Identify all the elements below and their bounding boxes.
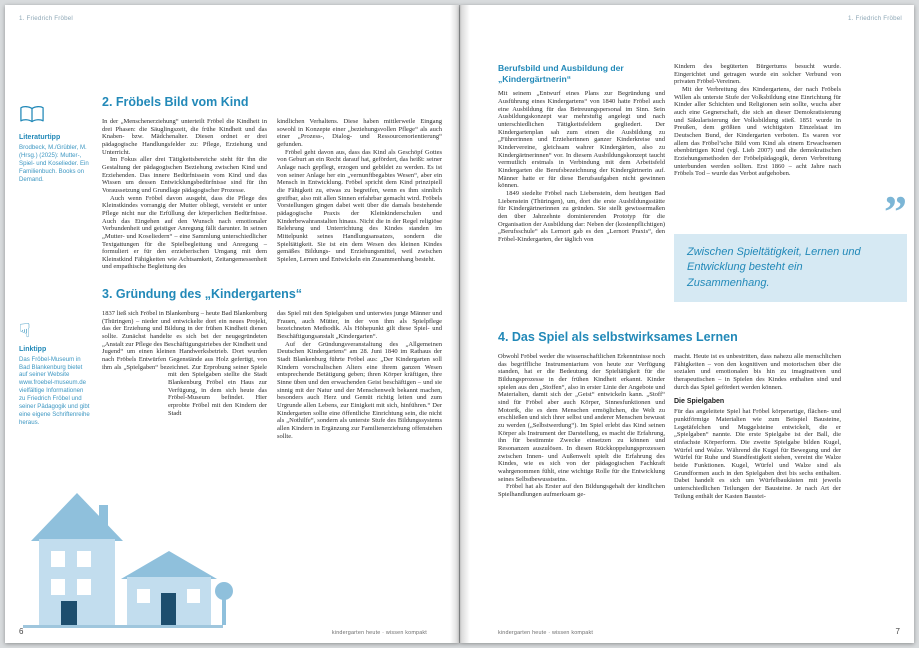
paragraph: das Spiel mit den Spielgaben und unterwies junge Männer und Frauen, auch Mütter, in der von ihm als Spielpflege bezeichneten Methodik. Als Höhepunkt gilt diese Spiel- und Beschäftigungsanstalt „Kindergarten“.	[277, 310, 442, 341]
paragraph: Auch wenn Fröbel davon ausgeht, dass die Pflege des Kleinstkindes vorrangig der Mutter obliegt, versteht er unter Pflege nicht nur die Erfüllung der körperlichen Bedürfnisse. Auch das Eingehen auf den Wunsch nach emotionaler Verbundenheit und geistiger Anregung fällt darunter. In seinen „Mutter- und Koseliedern“ – eine Sammlung unterschiedlicher Textgattungen für die Spielbegleitung und Anregung – formuliert er für den erzieherischen Umgang mit dem Kleinstkind Fähigkeiten wie Achtsamkeit, Zeitangemessenheit und empathische Begleitung des	[102, 194, 267, 271]
imprint: kindergarten heute · wissen kompakt	[498, 630, 594, 636]
section-2-col1	[102, 118, 267, 271]
section-4	[498, 330, 907, 500]
right-page-body	[498, 63, 907, 500]
paragraph: Obwohl Fröbel weder die wissenschaftlichen Erkenntnisse noch das begriffliche Instrumentarium von heute zur Verfügung standen, hat er die Bedeutung der Spieltätigkeit für die Bildungsprozesse in der frühen Kindheit erkannt. Kinder spielen aus den „Stoffen“, also in erster Linie der Angebote und Materialien, damit sich der „Geist“ entwickeln kann. „Stoff“ sind für Fröbel aber auch Körper, Sinnesfunktionen und Motorik, die es dem Menschen ermöglichen, die Welt zu erschließen und sich ihrer selbst und anderer Menschen bewusst zu werden („Selbstwerdung“). Im Spiel erlebt das Kind seinen Körper als Instrument der Darstellung, es macht die Erfahrung, ihn für bestimmte Zwecke einsetzen zu können und Resonanzen auszulösen. In diesen Rückkoppelungsprozessen zwischen Innen- und Außenwelt spielt die Erfahrung des Kindes, wie es sich von der pädagogischen Fachkraft wahrgenommen fühlt, eine wichtige Rolle für die Entwicklung seines Selbstbewusstseins.	[498, 353, 665, 483]
section-berufsbild	[498, 63, 907, 302]
paragraph: kindlichen Verhaltens. Diese haben mittlerweile Eingang sowohl in Konzepte einer „beziehungsvollen Pflege“ als auch einer „Prozess-, Dialog- und Ressourcenorientierung“ gefunden.	[277, 118, 442, 148]
section-4-col2	[674, 353, 841, 500]
berufsbild-col1	[498, 63, 665, 302]
running-head-right: 1. Friedrich Fröbel	[847, 15, 902, 22]
section-2-columns	[102, 118, 442, 271]
pointing-hand-icon: ☟	[19, 320, 31, 342]
literaturtipp-block	[19, 105, 91, 184]
paragraph: Auf der Gründungsveranstaltung des „Allgemeinen Deutschen Kindergartens“ am 28. Juni 1840 im Rathaus der Stadt Blankenburg führte Fröbel aus: „Der Kindergarten soll Kindern vorschulischen Alters eine ihrem ganzen Wesen entsprechende Betätigung geben; ihren Körper kräftigen, ihre Sinne üben und den erwachenden Geist beschäftigen – und sie sinnig mit der Natur und der Menschenwelt bekannt machen, besonders auch Herz und Gemüt richtig leiten und zum Urgrunde allen Lebens, zur Einigkeit mit sich, hinführen.“ Der Kindergarten sollte eine öffentliche Einrichtung sein, die nicht als „Nothilfe“, sondern als unterste Stufe des Bildungssystems allen Kindern in Ergänzung zur Familienerziehung offenstehen sollte.	[277, 340, 442, 440]
section-4-columns	[498, 353, 907, 500]
paragraph: In der „Menschenerziehung“ unterteilt Fröbel die Kindheit in drei Phasen: die Säuglingszeit, die frühe Kindheit und das Knaben- bzw. Mädchenalter. Diesen ordnet er drei pädagogische Handlungsfelder zu: Pflege, Erziehung und Unterricht.	[102, 118, 267, 156]
page-left	[5, 5, 459, 643]
running-head-left: 1. Friedrich Fröbel	[19, 15, 74, 22]
page-number: 7	[895, 627, 900, 636]
spielgaben-subheading: Die Spielgaben	[674, 398, 725, 406]
berufsbild-col2	[674, 63, 907, 302]
section-3-col2	[277, 310, 442, 511]
imprint: kindergarten heute · wissen kompakt	[331, 630, 427, 636]
pull-quote: Zwischen Spieltätigkeit, Lernen und Entwicklung besteht ein Zusammenhang.	[674, 234, 907, 302]
section-2	[102, 95, 442, 271]
paragraph: Kindern des begüterten Bürgertums besucht wurde. Eingerichtet und getragen wurde ein solcher Verbund von privaten Fröbel-Vereinen.	[674, 63, 841, 86]
paragraph: macht. Heute ist es unbestritten, dass nahezu alle menschlichen Fähigkeiten – von den kognitiven und motorischen über die sozialen und emotionalen bis hin zu imaginativen und therapeutischen – in Spielen des Kindes enthalten sind und durch das Spiel gefördert werden können.	[674, 353, 841, 391]
page-right	[460, 5, 914, 643]
paragraph: Mit seinem „Entwurf eines Plans zur Begründung und Ausführung eines Kindergartens“ von 1840 hatte Fröbel auch eine Ausbildung für das Betreuungspersonal im Sinn. Sein Ausbildungskonzept war mehrstufig angelegt und nach unterschiedlichen Tätigkeitsfeldern gegliedert. Der Kindergartenplan sah zum einen die Ausbildung zu „Führerinnen und Erzieherinnen ganzer Kinderkreise und Kindervereine, gleichsam wahrer Kindergärten, also zu Kindergärtnerinnen“ vor. In diesem Ausbildungskonzept taucht vermutlich erstmals in Verbindung mit dem Arbeitsfeld Kindergarten die Berufsbezeichnung der Kindergärtnerin auf. Männer hatte er für diese Berufsaufgaben nicht gewinnen können.	[498, 90, 665, 190]
right-page-footer	[474, 627, 900, 636]
section-3-columns	[102, 310, 442, 511]
section-3-col1	[102, 310, 267, 511]
paragraph: Im Fokus aller drei Tätigkeitsbereiche steht für ihn die Gestaltung der pädagogischen Beziehung zwischen Kind und Erziehenden. Das innere Bedürfnissein vom Kind und das Wissen um dessen Entwicklungsbedürfnisse sind für ihn Voraussetzung und Grundlage pädagogischer Prozesse.	[102, 156, 267, 194]
linktipp-label: Linktipp	[19, 345, 47, 353]
section-3	[102, 287, 442, 511]
paragraph: Für das angeleitete Spiel hat Fröbel körperartige, flächen- und punktförmige Materialien wie zum Beispiel Bausteine, Legetäfelchen und Muggelsteine entwickelt, die er „Spielgaben“ nannte. Die erste Spielgabe ist der Ball, die einfachste Körperform. Die zweite Spielgabe bilden Kugel, Würfel und Walze. Während die Kugel für Bewegung und der Würfel für Ruhe und Standfestigkeit stehen, vereint die Walze beide Funktionen. Kugel, Würfel und Walze sind als Grundformen auch in den Spielgaben drei bis sechs enthalten. Dabei handelt es sich um Würfelbaukästen mit jeweils unterschiedlichen Teilungen der Bausteine. Je nach Art der Teilung enthält der Kasten Baustei-	[674, 408, 841, 500]
section-2-heading: 2. Fröbels Bild vom Kind	[102, 95, 249, 109]
left-page-main	[102, 95, 442, 511]
paragraph: Mit der Verbreitung des Kindergartens, der nach Fröbels Willen als unterste Stufe der Volksbildung eine Einrichtung für Kinder aller Schichten und Religionen sein sollte, wuchs aber auch eine Gegnerschaft, die sich an dieser Demokratisierung und Säkularisierung der Volksbildung stieß. 1851 wurde in Preußen, dem größten und wichtigsten Einzelstaat im Deutschen Bund, der Kindergarten verboten. Es waren vor allem das Fröbel’sche Bild vom Kind als einem Erwachsenen ebenbürtigen Kind (vgl. Lieb 2007) und die demokratischen Erziehungsmethoden der Fröbelpädagogik, deren Verbreitung unterbunden werden sollten. Erst 1860 – acht Jahre nach Fröbels Tod – wurde das Verbot aufgehoben.	[674, 85, 841, 178]
left-page-footer	[19, 627, 445, 636]
section-2-col2	[277, 118, 442, 271]
paragraph	[102, 310, 267, 417]
literaturtipp-text: Brodbeck, M./Grübler, M. (Hrsg.) (2025): Mutter-, Spiel- und Koselieder. Ein Familienbuch. Books on Demand.	[19, 144, 89, 183]
section-4-col1	[498, 353, 665, 500]
museum-houses-illustration	[21, 483, 233, 631]
literaturtipp-label: Literaturtipp	[19, 134, 61, 141]
section-4-heading: 4. Das Spiel als selbstwirksames Lernen	[498, 330, 738, 345]
linktipp-text: Das Fröbel-Museum in Bad Blankenburg bietet auf seiner Website www.froebel-museum.de vielfältige Informationen zu Friedrich Fröbel und seiner Pädagogik und gibt eine eigene Schriftenreihe heraus.	[19, 355, 90, 426]
berufsbild-heading: Berufsbild und Ausbildung der „Kindergärtnerin“	[498, 63, 624, 84]
paragraph: Fröbel hat als Erster auf den Bildungsgehalt der kindlichen Spielhandlungen aufmerksam ge-	[498, 483, 665, 498]
left-page-body	[19, 95, 442, 511]
page-number: 6	[19, 627, 24, 636]
paragraph: 1849 siedelte Fröbel nach Liebenstein, dem heutigen Bad Liebenstein (Thüringen), um, dort die erste Ausbildungsstätte für Kindergärtnerinnen zu gründen. Sie stellt gewissermaßen den über Jahrzehnte dominierenden Prototyp für die Organisation der Ausbildung dar: Neben der (kostenpflichtigen) „Berufsschule“ als Lernort gab es den „Lernort Praxis“, den Fröbel-Kindergarten, der täglich von	[498, 190, 665, 243]
double-quote-icon: ”	[884, 193, 907, 232]
open-book-icon	[19, 105, 91, 129]
paragraph-part: 1837 ließ sich Fröbel in Blankenburg – heute Bad Blankenburg (Thüringen) – nieder und entwickelte dort ein neues Projekt, das der Erziehung und Bildung in der frühen Kindheit dienen sollte. Zunächst handelte es sich bei der neugegründeten „Anstalt zur Pflege des Beschäftigungstriebes der Kindheit und Jugend“ um einen kleinen Handwerksbetrieb. Dort wurden nach Fröbels Entwürfen Gegenstände aus Holz gefertigt, von ihm als „Spielgaben“ bezeichnet. Zur Erprobung seiner Spiele mit den Spielgaben	[102, 310, 267, 379]
paragraph: Fröbel geht davon aus, dass das Kind als Geschöpf Gottes von Geburt an ein Recht darauf hat, gefördert, das heißt: seiner Anlage nach gepflegt, erzogen und gebildet zu werden. Es ist von seiner Anlage her ein „vernunftbegabtes Wesen“, aber ein Mensch in Entwicklung. Fröbel spricht dem Kind prinzipiell die Fähigkeit zu, etwas zu begreifen, wenn es ihm sinnlich greifbar, also mit allen Sinnen erfahrbar gemacht wird. Fröbels Vorstellungen gingen dabei weit über die damals bestehende pädagogische Praxis der Kleinkinderschulen und Kinderbewahranstalten hinaus. Nicht die in der Regel religiöse Belehrung und Unterrichtung des Kindes standen im Mittelpunkt seines Handlungsansatzes, sondern die Spieltätigkeit. Sie ist ein dem Wesen des kleinen Kindes gemäßes Bildungs- und Erziehungsmittel, weil zwischen Spielen, Lernen und Entwickeln ein Zusammenhang besteht.	[277, 148, 442, 263]
paragraph-part: stellte die Stadt Blankenburg Fröbel ein Haus zur Verfügung, in dem sich heute das Fröbel-Museum befindet. Hier erprobte Fröbel mit den Kindern der Stadt	[168, 371, 267, 417]
section-3-heading: 3. Gründung des „Kindergartens“	[102, 287, 303, 302]
